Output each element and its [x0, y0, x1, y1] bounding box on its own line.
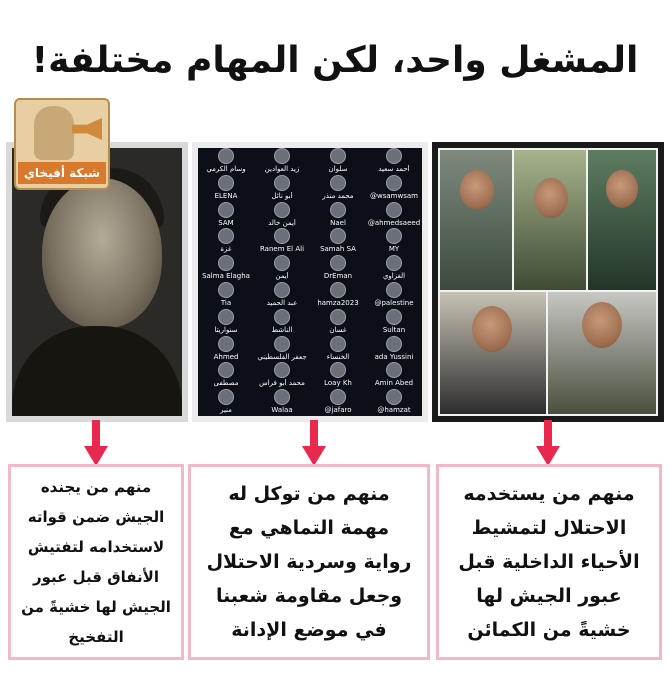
account-avatar	[274, 255, 290, 271]
account-avatar	[330, 282, 346, 298]
account-name: جعفر الفلسطيني	[257, 352, 307, 361]
account-avatar	[330, 309, 346, 325]
account-avatar	[386, 228, 402, 244]
portrait-shoulders	[12, 326, 182, 416]
account-name: محمد منذر	[322, 191, 354, 200]
account-avatar	[386, 202, 402, 218]
account-avatar	[218, 389, 234, 405]
account-avatar	[218, 175, 234, 191]
account-name: @hamzat	[377, 406, 411, 415]
account-entry	[198, 389, 254, 422]
account-name: Nael	[330, 218, 346, 227]
account-avatar	[218, 255, 234, 271]
caption-line: الاحتلال لتمشيط	[471, 517, 627, 539]
account-avatar	[330, 202, 346, 218]
caption-line: وجعل مقاومة شعبنا	[215, 585, 403, 607]
collage-photo-2	[514, 150, 586, 290]
person-head	[472, 306, 512, 352]
account-avatar	[274, 336, 290, 352]
account-avatar	[330, 175, 346, 191]
account-entry	[254, 389, 310, 422]
caption-line: منهم من يجنده	[40, 478, 152, 496]
account-entry	[310, 389, 366, 422]
person-head	[534, 178, 568, 218]
account-name: أيمن خالد	[268, 218, 296, 227]
account-avatar	[274, 362, 290, 378]
account-avatar	[386, 309, 402, 325]
account-name: Salma Elagha	[202, 272, 250, 281]
account-name: مصطفى	[213, 379, 239, 388]
collage-photo-3	[588, 150, 656, 290]
account-avatar	[218, 202, 234, 218]
collage-photo-1	[440, 150, 512, 290]
account-name: غزة	[220, 245, 232, 254]
collage-photo-4	[440, 292, 546, 414]
account-avatar	[274, 282, 290, 298]
network-logo	[14, 98, 110, 190]
middle-accounts-panel	[192, 142, 428, 422]
account-avatar	[274, 175, 290, 191]
account-name: وسام الكرمي	[206, 165, 246, 173]
account-name: @jafaro	[324, 406, 352, 415]
account-name: MY	[388, 245, 400, 254]
account-avatar	[386, 282, 402, 298]
account-name: ELENA	[214, 191, 238, 200]
account-avatar	[274, 228, 290, 244]
account-entry	[366, 389, 422, 422]
account-avatar	[218, 309, 234, 325]
account-name: Tia	[220, 299, 232, 307]
megaphone-icon	[72, 118, 102, 140]
caption-line: عبور الجيش لها	[476, 585, 622, 607]
account-name: Amin Abed	[374, 379, 414, 388]
account-name: DrEman	[323, 272, 353, 281]
account-name: أيمن	[275, 272, 289, 281]
logo-bust-icon	[34, 106, 74, 160]
account-name: عبد الحميد	[266, 299, 298, 307]
account-name: محمد أبو فراس	[259, 379, 305, 388]
account-name: الخنساء	[326, 352, 350, 361]
account-name: سلوان	[328, 165, 348, 173]
account-avatar	[274, 148, 290, 164]
person-head	[582, 302, 622, 348]
accounts-grid	[198, 148, 422, 416]
caption-box-right	[436, 464, 662, 660]
caption-line: الأحياء الداخلية قبل	[458, 551, 640, 573]
account-name: زيد العوادين	[264, 165, 300, 173]
account-name: ada Yussini	[374, 352, 414, 361]
account-avatar	[330, 362, 346, 378]
account-avatar	[386, 175, 402, 191]
account-name: Walaa	[271, 406, 293, 415]
account-avatar	[274, 202, 290, 218]
account-name: @ahmedsaeed	[367, 218, 421, 227]
account-avatar	[218, 362, 234, 378]
logo-text: شبكة أفيخاي	[18, 162, 106, 184]
account-avatar	[330, 148, 346, 164]
account-name: Samah SA	[320, 245, 356, 254]
caption-line: منهم من يستخدمه	[463, 483, 635, 505]
account-avatar	[274, 389, 290, 405]
caption-line: في موضع الإدانة	[231, 619, 387, 641]
account-name: SAM	[218, 218, 234, 227]
collage-photo-5	[548, 292, 656, 414]
caption-box-left	[8, 464, 184, 660]
account-name: Loay Kh	[324, 379, 352, 388]
account-avatar	[330, 336, 346, 352]
account-name: غسان	[329, 325, 347, 334]
account-name: منير	[220, 406, 232, 415]
account-avatar	[330, 389, 346, 405]
caption-box-middle	[188, 464, 430, 660]
account-name: أبو نائل	[271, 191, 293, 200]
caption-line: لاستخدامه لتفتيش	[27, 538, 165, 556]
caption-line: الجيش ضمن قواته	[27, 508, 165, 526]
account-name: Ahmed	[213, 352, 239, 361]
account-name: @wsamwsam	[370, 191, 418, 200]
account-name: @palestine	[374, 299, 414, 307]
caption-line: خشيةً من الكمائن	[467, 619, 631, 641]
person-head	[460, 170, 494, 210]
caption-line: رواية وسردية الاحتلال	[206, 551, 412, 573]
account-name: الغزاوي	[382, 272, 406, 281]
account-avatar	[330, 255, 346, 271]
account-avatar	[386, 362, 402, 378]
account-avatar	[274, 309, 290, 325]
arrow-down-icon	[302, 420, 326, 470]
portrait-face	[42, 178, 162, 328]
account-avatar	[386, 148, 402, 164]
arrow-down-icon	[536, 420, 560, 470]
right-photo-collage	[432, 142, 664, 422]
caption-line: الجيش لها خشيةً من	[21, 598, 171, 616]
page-title: المشغل واحد، لكن المهام مختلفة!	[31, 40, 639, 81]
caption-line: التفخيخ	[68, 628, 124, 646]
caption-line: منهم من توكل له	[228, 483, 390, 505]
account-name: الناشط	[271, 325, 293, 334]
account-avatar	[386, 389, 402, 405]
account-name: أحمد سعيد	[378, 165, 410, 173]
account-name: Ranem El Ali	[259, 245, 305, 254]
person-head	[606, 170, 638, 208]
account-name: hamza2023	[317, 299, 359, 307]
arrow-down-icon	[84, 420, 108, 470]
account-avatar	[386, 255, 402, 271]
caption-line: الأنفاق قبل عبور	[33, 568, 159, 586]
caption-line: مهمة التماهي مع	[228, 517, 390, 539]
account-avatar	[218, 228, 234, 244]
account-avatar	[386, 336, 402, 352]
account-name: Sultan	[382, 325, 406, 334]
account-avatar	[218, 336, 234, 352]
account-avatar	[218, 282, 234, 298]
account-avatar	[330, 228, 346, 244]
account-name: سنواريتا	[214, 325, 238, 334]
account-avatar	[218, 148, 234, 164]
